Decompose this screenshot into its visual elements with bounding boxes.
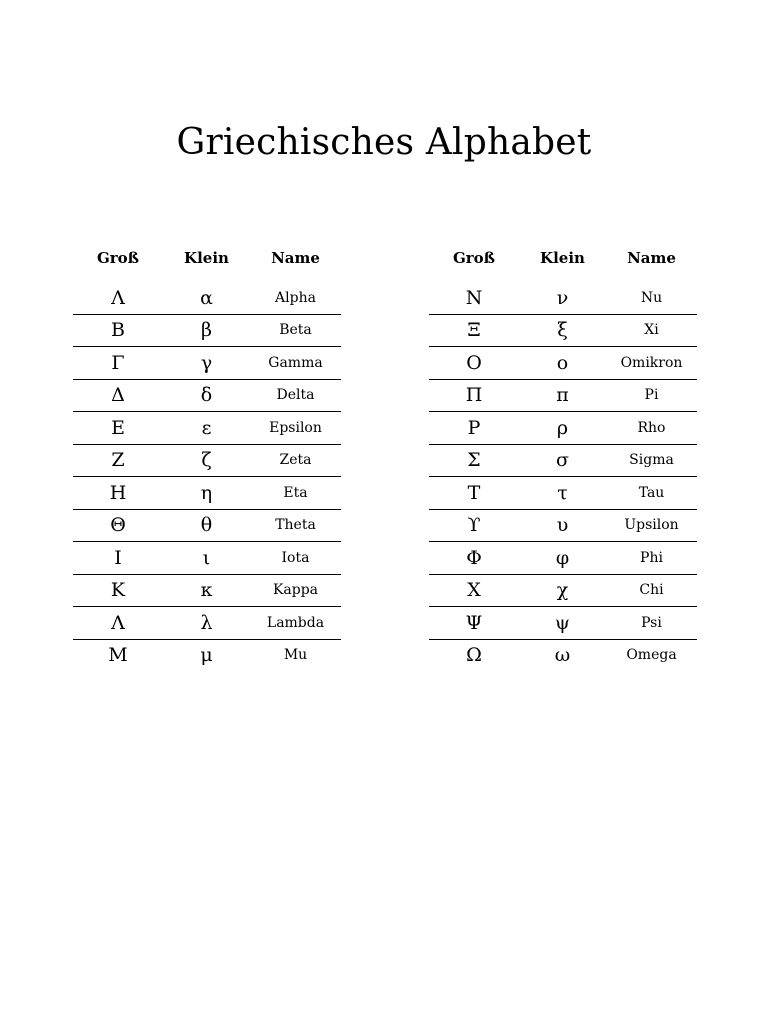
uppercase-letter: Ζ [111,449,125,472]
uppercase-letter: Φ [466,546,482,569]
table-row [73,575,341,608]
uppercase-letter: Σ [467,449,481,472]
letter-name: Mu [283,647,308,664]
uppercase-letter: Ι [114,546,122,569]
uppercase-letter: Π [465,384,483,407]
table-row [73,477,341,510]
table-row [73,412,341,445]
lowercase-letter: τ [557,481,568,504]
lowercase-letter: η [200,481,213,504]
table-row [73,640,341,672]
alphabet-table-right [429,243,697,671]
lowercase-letter: ξ [557,319,568,342]
lowercase-letter: ι [202,546,211,569]
letter-name: Gamma [268,354,323,371]
lowercase-letter: ο [556,351,569,374]
uppercase-letter: Ω [466,644,482,667]
letter-name: Omikron [620,354,683,371]
lowercase-letter: σ [556,449,569,472]
letter-name: Sigma [629,452,674,469]
uppercase-letter: Ξ [467,319,481,342]
uppercase-letter: Χ [467,579,481,602]
table-header [429,243,697,273]
table-row [429,412,697,445]
lowercase-letter: ω [554,644,571,667]
uppercase-letter: Β [111,319,125,342]
uppercase-letter: Ν [465,286,483,309]
lowercase-letter: γ [200,351,213,374]
table-row [429,542,697,575]
uppercase-letter: Κ [110,579,126,602]
uppercase-letter: Θ [110,514,126,537]
lowercase-letter: ν [556,286,569,309]
letter-name: Omega [626,647,677,664]
table-row [73,445,341,478]
table-row [73,282,341,315]
table-row [429,315,697,348]
header-upper: Groß [96,249,140,267]
table-row [429,445,697,478]
letter-name: Phi [640,549,663,566]
table-row [429,282,697,315]
uppercase-letter: ϒ [467,514,481,537]
lowercase-letter: π [556,384,569,407]
letter-name: Pi [644,387,659,404]
alphabet-table-left [73,243,341,671]
lowercase-letter: φ [555,546,570,569]
uppercase-letter: Λ [111,611,125,634]
letter-name: Delta [276,387,315,404]
uppercase-letter: Δ [111,384,125,407]
table-row [73,315,341,348]
table-row [429,477,697,510]
lowercase-letter: β [201,319,212,342]
letter-name: Upsilon [624,517,679,534]
uppercase-letter: Ε [111,416,125,439]
header-name: Name [627,249,676,267]
letter-name: Lambda [266,614,325,631]
lowercase-letter: θ [200,514,213,537]
table-row [429,640,697,672]
header-name: Name [271,249,320,267]
letter-name: Xi [644,322,659,339]
lowercase-letter: ρ [556,416,569,439]
table-row [73,380,341,413]
page-title: Griechisches Alphabet [176,122,592,163]
table-header [73,243,341,273]
uppercase-letter: Ψ [465,611,483,634]
uppercase-letter: Τ [467,481,481,504]
letter-name: Zeta [279,452,312,469]
letter-name: Alpha [275,289,316,306]
letter-name: Tau [638,484,665,501]
table-row [429,510,697,543]
table-row [429,347,697,380]
table-row [73,510,341,543]
lowercase-letter: ζ [201,449,212,472]
lowercase-letter: υ [556,514,569,537]
letter-name: Iota [281,549,310,566]
uppercase-letter: Ο [466,351,482,374]
uppercase-letter: Ρ [467,416,481,439]
letter-name: Nu [640,289,663,306]
table-row [73,542,341,575]
lowercase-letter: μ [200,644,213,667]
lowercase-letter: δ [200,384,213,407]
table-row [429,607,697,640]
table-row [429,575,697,608]
letter-name: Kappa [272,582,319,599]
table-row [73,347,341,380]
lowercase-letter: ψ [555,611,570,634]
table-body [73,282,341,671]
lowercase-letter: ε [201,416,212,439]
letter-name: Theta [275,517,316,534]
letter-name: Psi [641,614,662,631]
lowercase-letter: χ [556,579,569,602]
letter-name: Eta [283,484,308,501]
letter-name: Chi [639,582,664,599]
header-lower: Klein [540,249,585,267]
header-lower: Klein [184,249,229,267]
uppercase-letter: Η [109,481,127,504]
lowercase-letter: α [200,286,213,309]
table-body [429,282,697,671]
letter-name: Rho [637,419,666,436]
uppercase-letter: Γ [111,351,125,374]
uppercase-letter: Μ [108,644,128,667]
lowercase-letter: κ [200,579,213,602]
table-row [73,607,341,640]
letter-name: Beta [279,322,312,339]
header-upper: Groß [452,249,496,267]
lowercase-letter: λ [200,611,213,634]
uppercase-letter: Λ [111,286,125,309]
letter-name: Epsilon [269,419,322,436]
table-row [429,380,697,413]
